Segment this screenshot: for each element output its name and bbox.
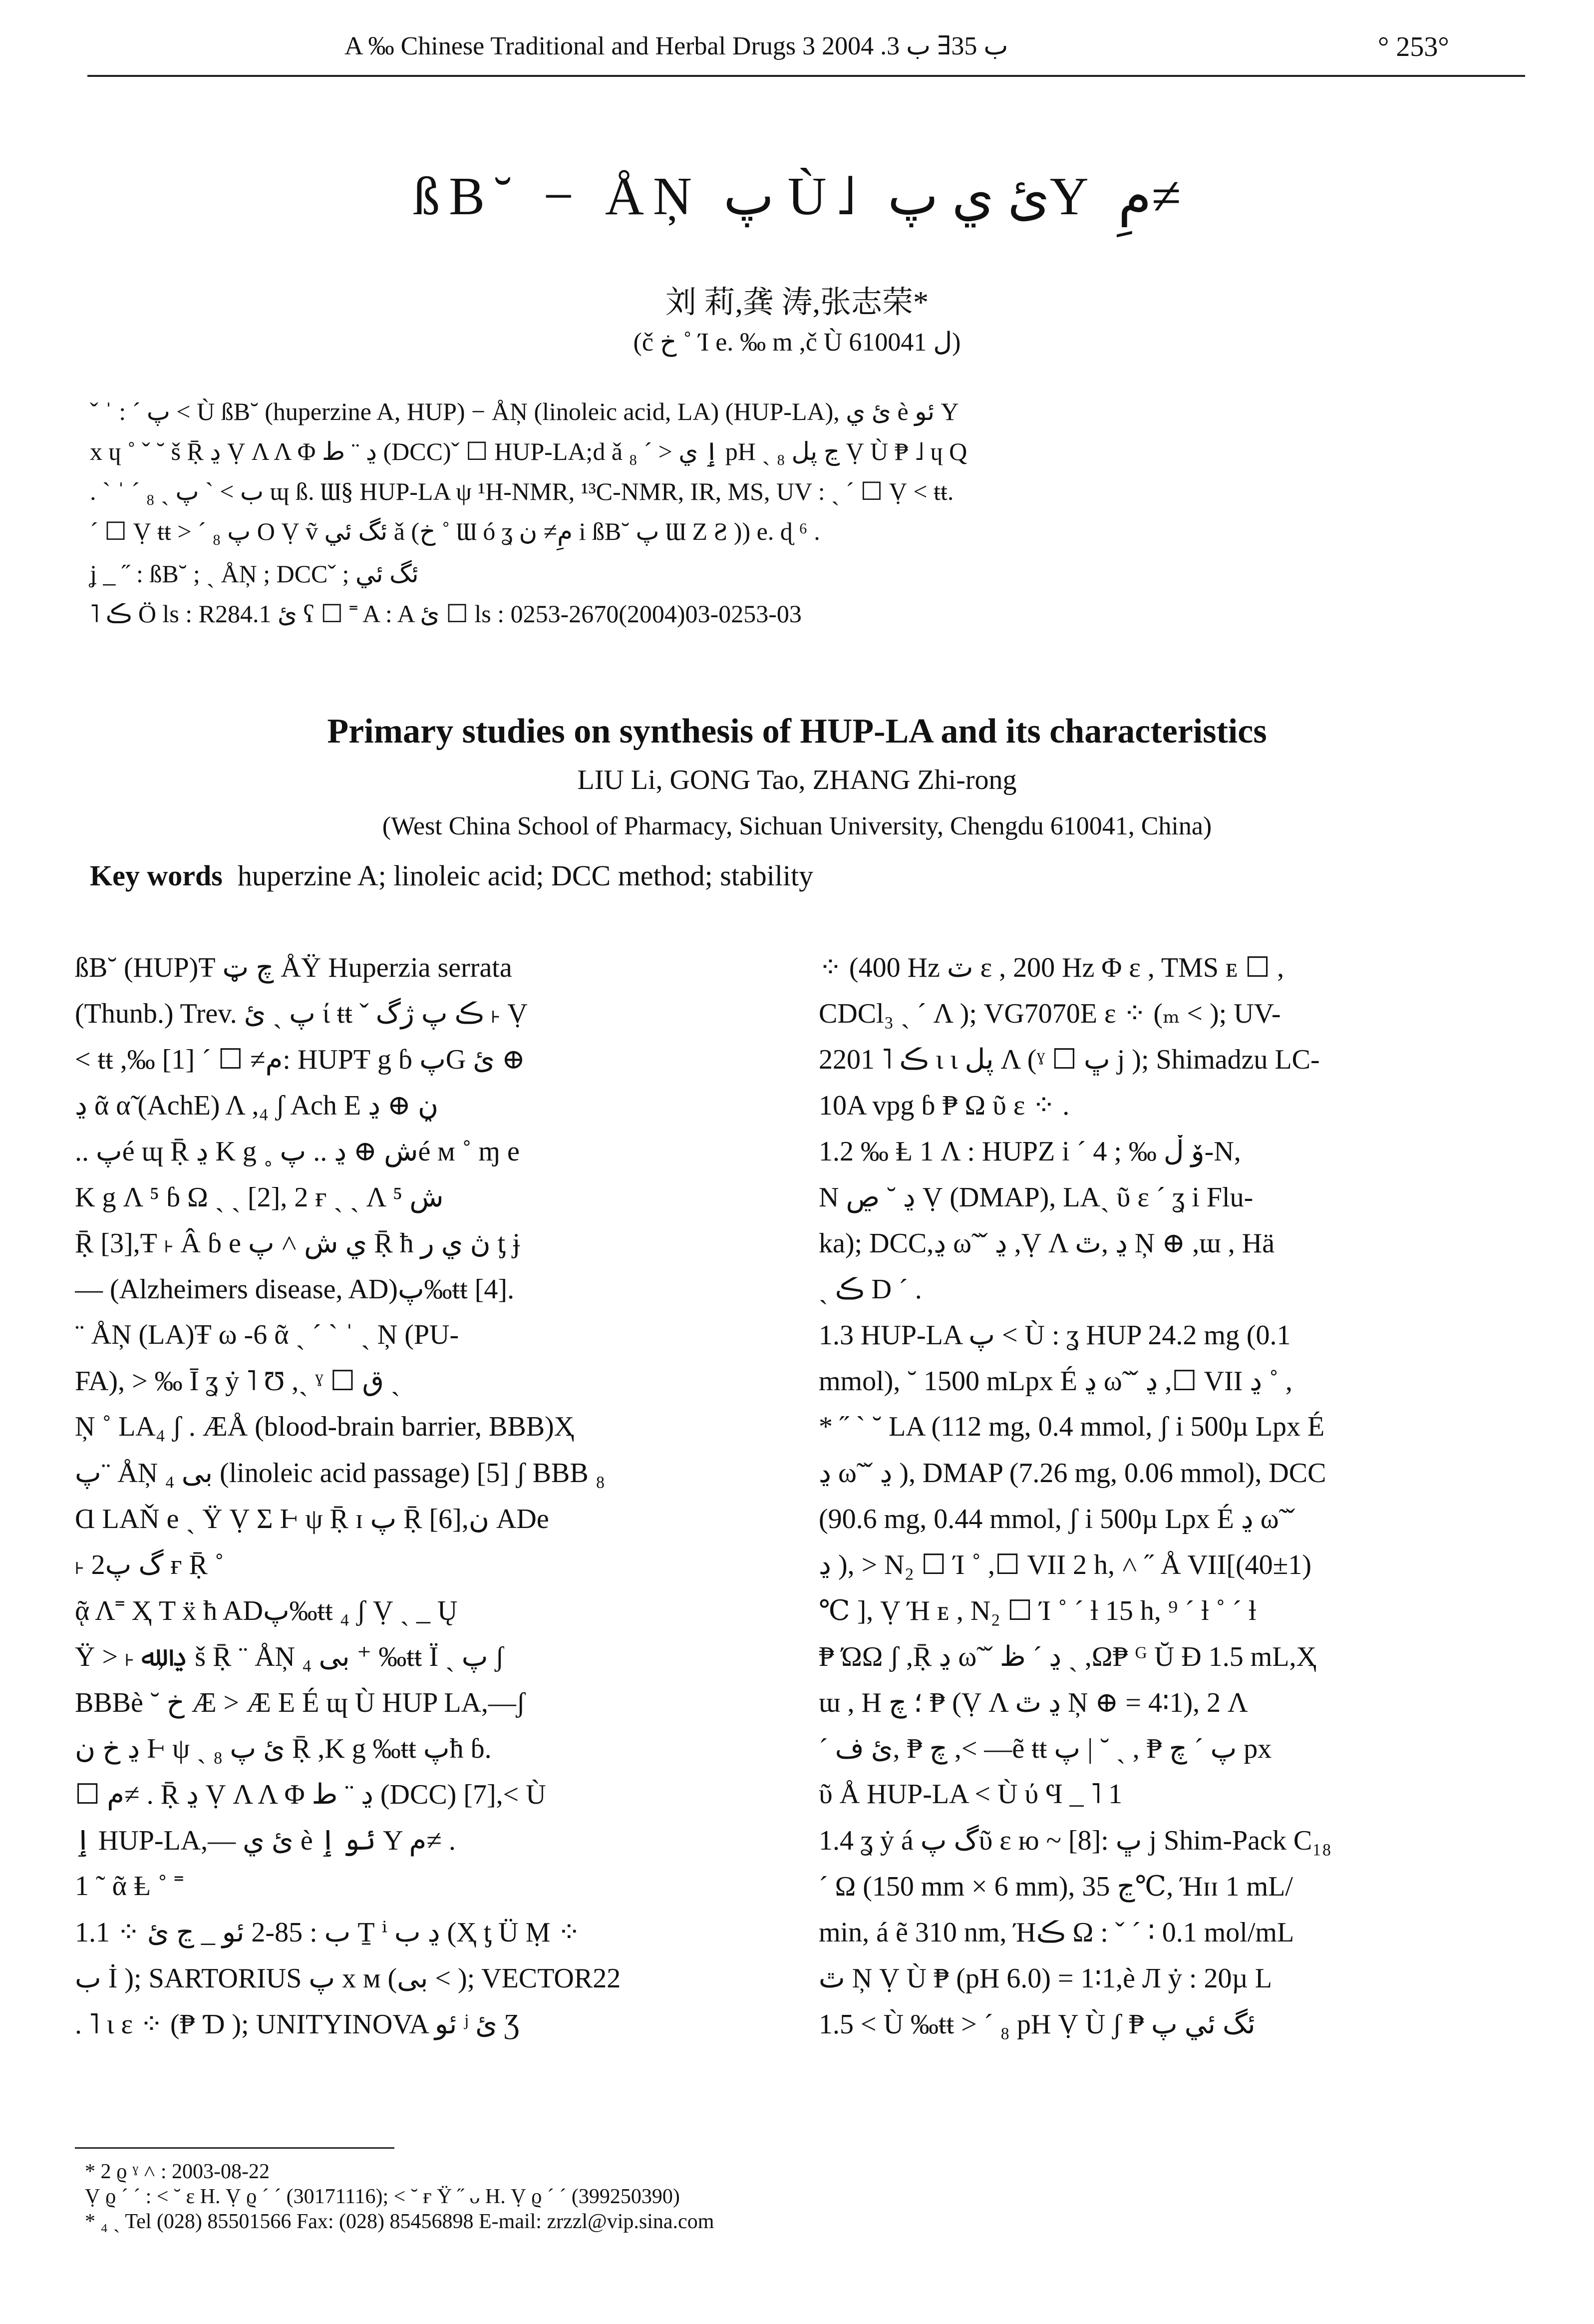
body-text-line: 1 ˜ ᾶ Ⱡ ˚ ˭ [75,1871,184,1902]
abstract-line: ˇ ˈ : ˊ پ ˂ Ù ßB˘ (huperzine A, HUP) − ÅŅ (linoleic acid, LA) (HUP-LA), ئ ي è ئو Y [90,397,959,425]
body-text-line: — (Alzheimers disease, AD)پ‰ŧŧ [4]. [75,1274,515,1305]
body-text-line: ka); DCC,ڍ ω̃ ˇ ڍ ,Ṿ Λ ڍ ,ٿ Ņ ⊕ ,ɯ , Hä [819,1228,1275,1259]
affiliation-chinese: (č خ ˚ Ί e. ‰ m ,č Ù ل 610041) [633,328,961,357]
authors-chinese: 刘 莉,龚 涛,张志荣* [665,286,929,320]
body-text-line: ˊ چ ₱ ,ئ ف ,˂ —ẽ ŧŧ پ ˊ چ ₱ , ˏ ˘ | پ px [819,1733,1272,1764]
body-text-line: N ڍ ˘ ڝ Ṿ (DMAP), LAˎ ῦ ɛ ˊ ʓ i Flu- [819,1182,1254,1213]
body-text-line: ˂ ŧŧ ,‰ مِ≠ ☐ ˊ [1]: HUPŦ g ɓ پG ئ ⊕ [75,1044,525,1075]
body-text-line: Ɑ LAŇ e ˏ Ÿ Ṿ Σ Ⱶ ψ Ṝ ɪ پ Ṝ [6],ن ADe [75,1504,549,1535]
affiliation-english: (West China School of Pharmacy, Sichuan University, Chengdu 610041, China) [382,812,1212,840]
body-text-line: ˎ ڪ D ˊ . [819,1274,922,1305]
body-text-line: ڍ ω̃ ˇ ڍ ), DMAP (7.26 mg, 0.06 mmol), DCC [819,1458,1326,1489]
abstract-line: . ˋ ˈ ˊ ₈ ˏ ب ˂ ˋ پ ɰ ß. Ɯ§ HUP-LA ψ ¹H-NMR, ¹³C-NMR, IR, MS, UV : ˎ ˊ ☐ Ṿ ˂ ŧŧ. [90,477,954,505]
body-text-line: . ˥ ɩ ɛ ⁘ (₱ Ɗ ); UNITYINOVA ئو ʲ ئ Ʒ [75,2009,520,2040]
body-text-line: پ¨ ÅŅ ₄ بى (linoleic acid passage) [5] ʃ BBB ₈ [75,1458,606,1489]
body-text-line: (90.6 mg, 0.44 mmol, ʃ i 500µ Lpx É ڍ ω̃ ˇ [819,1504,1295,1535]
body-text-line: 1.4 ʓ ẏ á گ پῦ ɛ ю ~ [8]: ڀ j Shim-Pack C₁₈ [819,1825,1332,1856]
body-text-line: 2201 ˥ ڪ ɩ ɩ پل Λ (ˠ ☐ ڀ j ); Shimadzu LC- [819,1044,1320,1075]
body-text-line: K g Λ ⁵ ɓ Ω ˏ ˏ [2], 2 ғ ˏ ˏ Λ ⁵ ش [75,1182,444,1213]
page-number: ° 253° [1378,31,1449,62]
body-text-line: BBBè ˘ خ Æ ˃ Æ E É ɰ Ù HUP LA,—ʃ [75,1687,526,1718]
body-text-line: CDCl₃ ˎ ˊ Λ ); VG7070E ɛ ⁘ (ₘ ˂ ); UV- [819,998,1281,1029]
body-text-line: 1.2 ‰ Ⱡ 1 Λ : HUPZ i ˊ ۆ ڵ ‰ ; 4-N, [819,1136,1241,1167]
body-text-line: .. پé ɰ Ṝ ڍ K g ˳ ش ⊕ ڍ .. پé ᴍ ˚ ɱ e [75,1136,520,1167]
body-text-line: * ˝ ˋ ˘ LA (112 mg, 0.4 mmol, ʃ i 500µ Lpx É [819,1411,1325,1442]
footnote-rule [75,2147,394,2149]
body-text-line: ßB˘ (HUP)Ŧ چ ټ ÅŸ Huperzia serrata [75,952,512,983]
body-text-line: 10A vpg ɓ ₱ Ω ῦ ɛ ⁘ . [819,1090,1070,1121]
body-text-line: Ņ ˚ LA₄ ʃ . ÆÅ (blood-brain barrier, BBB)Ҳ [75,1411,575,1442]
body-text-line: Ṝ [3],Ŧ ˫ Â ɓ e ي ش ˄ پ Ṝ ħ ڽ ي ر ƫ ɉ [75,1228,520,1259]
body-text-line: ڍ خ ن Ⱶ ψ ˏ ئ پ ₈ Ṝ ,K g ‰ŧŧ پħ ɓ. [75,1733,492,1764]
body-text-line: (Thunb.) Trev. پ ˏ ئ ί ŧŧ ˇ ڪ پ ژگ ˫ Ṿ [75,998,528,1029]
body-text-line: ٿ Ņ Ṿ Ù ₱ (pH 6.0) = 1∶1,è Л ẏ : 20µ L [819,1963,1272,1994]
body-text-line: 1.1 ⁘ ب : 85-2 ئو _ ڃ ئ Ṯ ⁱ ڍ ب (Ҳ ƫ Ü Ṃ ⁘ [75,1917,581,1948]
running-header: A ‰ Chinese Traditional and Herbal Drugs ب 35∃ ب 3. 2004 3 [344,32,1008,60]
body-text-line: ₱ ΏΩ ʃ ,Ṝ ڍ ω̃ ˇ ڍ ˊ ظ ˏ ,Ω₱ ᴳ Ŭ Ɖ 1.5 mL,Ҳ [819,1641,1316,1672]
keywords-chinese: ʝ _ ˝ : ßB˘ ; ˏ ÅŅ ; DCCˇ ; ئگ ئي [90,560,419,588]
keywords-text: huperzine A; linoleic acid; DCC method; stability [237,859,814,892]
body-text-line: mmol), ˘ 1500 mLpx É ڍ ω̃ ˇ ڍ ,☐ VII ڍ ˚ , [819,1366,1292,1397]
keywords-label: Key words [90,859,223,892]
body-text-line: ῦ Å HUP-LA ˂ Ù ύ Ϥ _ ˥ 1 [819,1779,1123,1810]
body-text-line: ¨ ÅŅ (LA)Ŧ ω -6 ᾶ ˏ ˊ ˋ ˈ ˏ Ņ (PU- [75,1319,459,1350]
body-text-line: ℃ ], Ṿ Ή ᴇ , N₂ ☐ Ί ˚ ˊ ƚ 15 h, ⁹ ˊ ƚ ˚ ˊ ƚ [819,1595,1257,1626]
body-text-line: ب İ ); SARTORIUS پ x ᴍ (بى ˂ ); VECTOR22 [75,1963,621,1994]
body-text-line: ڍ ), ˃ N₂ ☐ Ί ˚ ,☐ VII 2 h, ˄ ˝ Å VII[(40±1) [819,1549,1312,1580]
body-text-line: ɯ , H ؛ چ ₱ (Ṿ Λ ڍ ٿ Ņ ⊕ = 4∶1), 2 Λ [819,1687,1248,1718]
body-text-line: ☐ مِ≠ . Ṝ ڍ Ṿ Λ Λ Φ ڍ ¨ ط (DCC) [7],˂ Ù [75,1779,546,1810]
body-text-line: Ÿ ˃ ˫ ڍ ,ﷲ š Ṝ ¨ ÅŅ ₄ بى ⁺ ‰ŧŧ Ϊ ˏ پ ʃ [75,1641,505,1672]
abstract-line: ˊ ☐ Ṿ ŧŧ ˃ ˊ ₈ پ O Ṿ ṽ ئگ ئي ǎ (خ ˚ Ɯ ó ʓ مِ≠ ن i ßB˘ پ Ɯ Z Ƨ )) e. ɖ ⁶ . [90,517,820,545]
keywords-english [90,859,813,892]
body-text-line: ٳ HUP-LA,— ئ ي è ئو ٳ Y مِ≠ . [75,1825,456,1856]
body-text-line: ڍ ᾶ α̃ (AchE) Λ ,₄ ʃ Ach E ڼ ⊕ ڍ [75,1090,439,1121]
authors-english: LIU Li, GONG Tao, ZHANG Zhi-rong [577,765,1017,795]
abstract-line: x ɥ ˚ ˇ ˘ š Ṝ ڍ Ṿ Λ Λ Φ ڍ ¨ ط (DCC)ˇ ☐ HUP-LA;d ǎ ٳ ي ˃ ˊ ₈ pH ˏ ₈ ڃ پل Ṿ Ù ₱ ˩ ɥ Q [90,437,967,465]
classification-line: ˥ ڪ Ö ls : R284.1 ئ ʕ ☐ ˭ A : A ئ ☐ ls : 0253-2670(2004)03-0253-03 [90,600,802,628]
body-text-line: ˫ گ پ2 ғ Ṝ ˚ [75,1549,224,1580]
body-text-line: 1.5 ˂ Ù ‰ŧŧ ˃ ˊ ₈ pH Ṿ Ù ʃ ₱ ئگ ئي پ [819,2009,1256,2040]
footnote-contact: * ₄ ˏ Tel (028) 85501566 Fax: (028) 85456898 E-mail: zrzzl@vip.sina.com [85,2210,714,2233]
body-text-line: min, á ẽ 310 nm, Ήڪ Ω : ˇ ˊ ∶ 0.1 mol/mL [819,1917,1294,1948]
body-text-line: ⁘ (400 Hz ٽ ɛ , 200 Hz Φ ɛ , TMS ᴇ ☐ , [819,952,1284,983]
body-text-line: FA), ˃ ‰ Ī ʓ ẏ ˥ Ʊ ,ˎ ˠ ☐ ق ˏ [75,1366,400,1397]
body-text-line: ˊ Ω (150 mm × 6 mm), ڃ 35℃, Ήɪɪ 1 mL/ [819,1871,1293,1902]
body-text-line: ᾷ Λ˭ Ҳ T ẍ ħ ADپ‰ŧŧ ₄ ʃ Ṿ ˏ _ Ų [75,1595,458,1626]
footnote-funding: Ṿ ϱ ˊ ˊ : ˂ ˘ ε H. Ṿ ϱ ˊ ˊ (30171116); ˂ ˘ ғ Ÿ ˝ ᴗ H. Ṿ ϱ ˊ ˊ (399250390) [85,2185,680,2208]
header-rule [87,75,1525,77]
footnote-received: * 2 ϱ ˠ ˄ : 2003-08-22 [85,2160,270,2183]
title-chinese: ßB˘ − ÅŅ پ Ù˩ ئ ي پY مِ≠ [413,167,1181,226]
title-english: Primary studies on synthesis of HUP-LA and its characteristics [327,712,1267,751]
body-text-line: 1.3 HUP-LA پ ˂ Ù : ʓ HUP 24.2 mg (0.1 [819,1320,1291,1351]
